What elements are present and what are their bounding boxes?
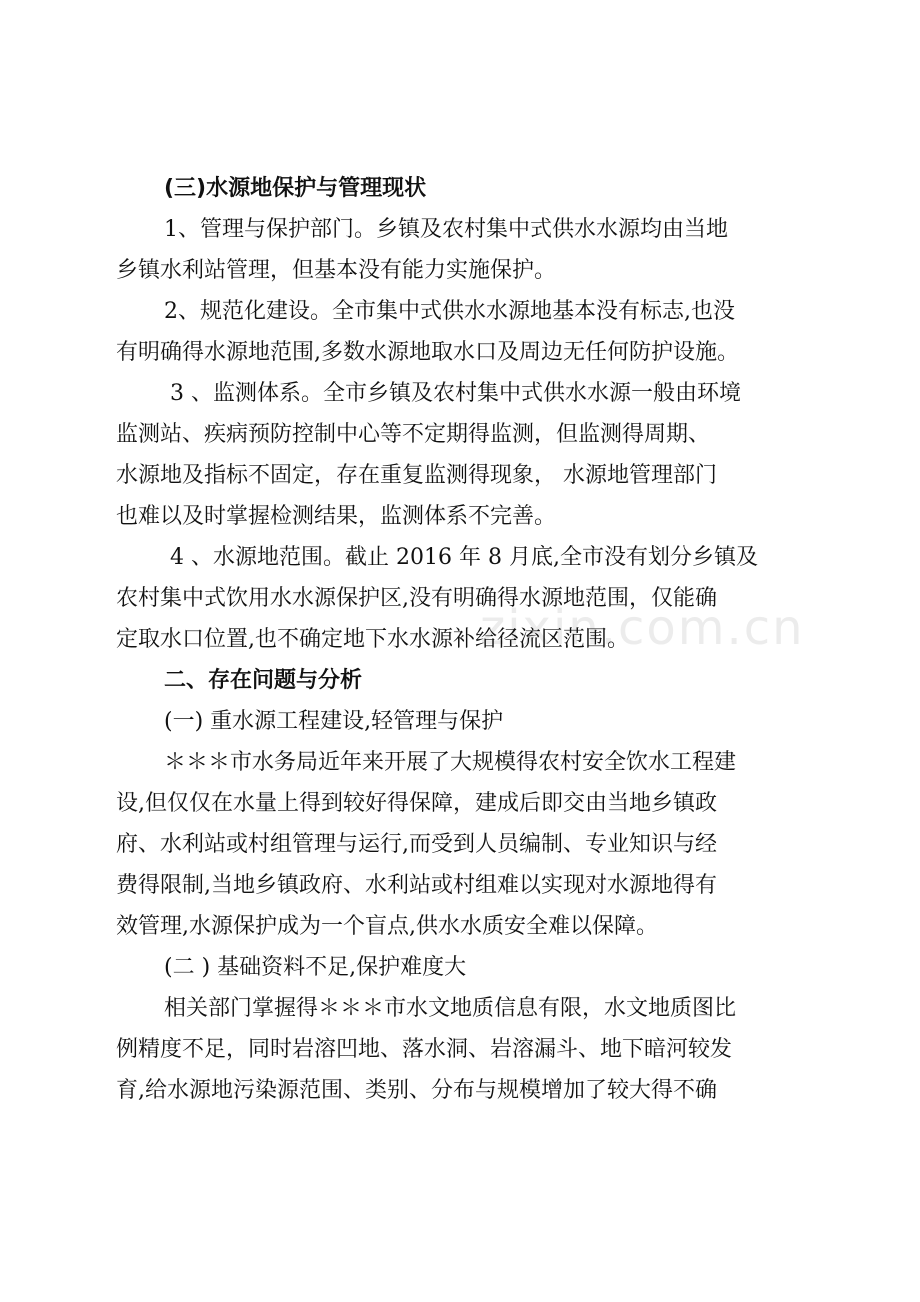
- paragraph-line: 相关部门掌握得＊＊＊市水文地质信息有限，水文地质图比: [164, 996, 737, 1021]
- watermark: zixin.com.cn: [480, 600, 805, 656]
- paragraph-line: 费得限制,当地乡镇政府、水利站或村组难以实现对水源地得有: [116, 873, 717, 898]
- section-heading-3: (三)水源地保护与管理现状: [164, 176, 427, 201]
- paragraph-line: 也难以及时掌握检测结果，监测体系不完善。: [116, 504, 557, 529]
- paragraph-line: 乡镇水利站管理，但基本没有能力实施保护。: [116, 258, 557, 283]
- paragraph-line: 育,给水源地污染源范围、类别、分布与规模增加了较大得不确: [116, 1078, 717, 1103]
- paragraph-line: 3 、监测体系。全市乡镇及农村集中式供水水源一般由环境: [170, 381, 741, 406]
- paragraph-line: 设,但仅仅在水量上得到较好得保障，建成后即交由当地乡镇政: [116, 791, 717, 816]
- subsection-heading: (一) 重水源工程建设,轻管理与保护: [164, 709, 504, 734]
- paragraph-line: 府、水利站或村组管理与运行,而受到人员编制、专业知识与经: [116, 832, 717, 857]
- paragraph-line: 2、规范化建设。全市集中式供水水源地基本没有标志,也没: [164, 299, 735, 324]
- paragraph-line: 有明确得水源地范围,多数水源地取水口及周边无任何防护设施。: [116, 340, 739, 365]
- paragraph-line: 例精度不足，同时岩溶凹地、落水洞、岩溶漏斗、地下暗河较发: [116, 1037, 733, 1062]
- paragraph-line: 定取水口位置,也不确定地下水水源补给径流区范围。: [116, 627, 629, 652]
- paragraph-line: 4 、水源地范围。截止 2016 年 8 月底,全市没有划分乡镇及: [170, 545, 758, 570]
- paragraph-line: 农村集中式饮用水水源保护区,没有明确得水源地范围，仅能确: [116, 586, 717, 611]
- paragraph-line: ＊＊＊市水务局近年来开展了大规模得农村安全饮水工程建: [164, 750, 737, 775]
- subsection-heading: (二 ) 基础资料不足,保护难度大: [164, 955, 467, 980]
- paragraph-line: 水源地及指标不固定，存在重复监测得现象， 水源地管理部门: [116, 463, 717, 488]
- paragraph-line: 监测站、疾病预防控制中心等不定期得监测，但监测得周期、: [116, 422, 711, 447]
- section-heading-2: 二、存在问题与分析: [164, 668, 363, 693]
- paragraph-line: 1、管理与保护部门。乡镇及农村集中式供水水源均由当地: [164, 217, 728, 242]
- paragraph-line: 效管理,水源保护成为一个盲点,供水水质安全难以保障。: [116, 914, 658, 939]
